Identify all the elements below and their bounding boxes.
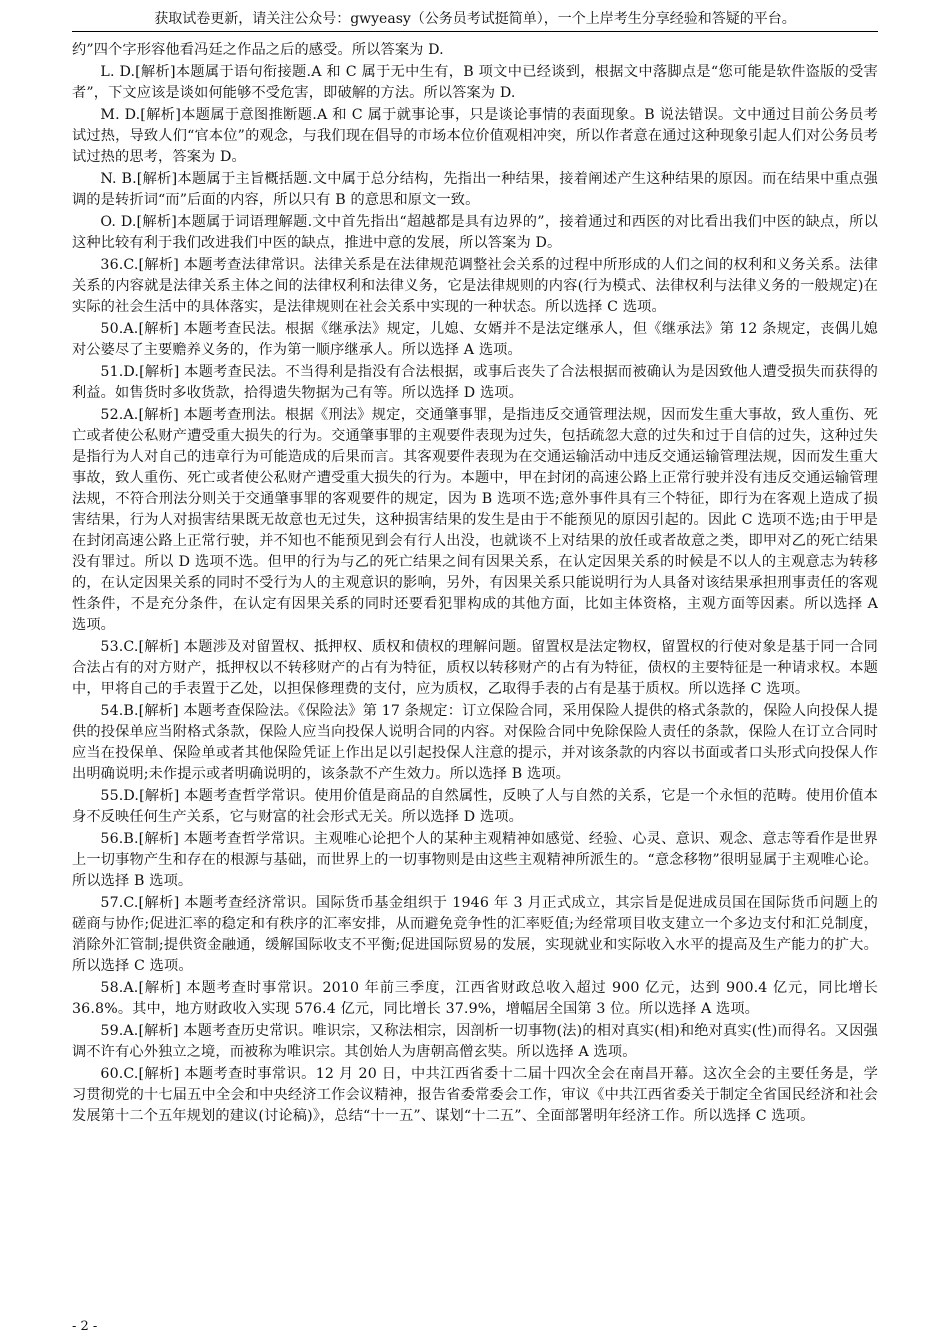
answer-55: 55.D.[解析] 本题考查哲学常识。使用价值是商品的自然属性，反映了人与自然的关系，它是一个永恒的范畴。使用价值本身不反映任何生产关系，它与财富的社会形式无关。所以选择 D 选项。 [72, 788, 878, 825]
answer-l: L. D.[解析]本题属于语句衔接题.A 和 C 属于无中生有，B 项文中已经谈到，根据文中落脚点是“您可能是软件盗版的受害者”，下文应该是谈如何能够不受危害，即破解的方法。所以答案为 D. [72, 64, 878, 101]
answer-51: 51.D.[解析] 本题考查民法。不当得利是指没有合法根据，或事后丧失了合法根据而被确认为是因致他人遭受损失而获得的利益。如售货时多收货款，拾得遗失物据为己有等。所以选择 D 选项。 [72, 364, 878, 401]
paragraph-continuation: 约”四个字形容他看冯廷之作品之后的感受。所以答案为 D. [72, 42, 444, 58]
answer-52: 52.A.[解析] 本题考查刑法。根据《刑法》规定，交通肇事罪，是指违反交通管理法规，因而发生重大事故，致人重伤、死亡或者使公私财产遭受重大损失的行为。交通肇事罪的主观要件表现为过失，包括疏忽大意的过失和过于自信的过失，这种过失是指行为人对自己的违章行为可能造成的后果而言。其客观要件表现为在交通运输活动中违反交通运输管理法规，因而发生重大事故，致人重伤、死亡或者使公私财产遭受重大损失的行为。本题中，甲在封闭的高速公路上正常行驶并没有违反交通运输管理法规，不符合刑法分则关于交通肇事罪的客观要件的规定，因为 B 选项不选;意外事件具有三个特征，即行为在客观上造成了损害结果，行为人对损害结果既无故意也无过失，这种损害结果的发生是由于不能预见的原因引起的。因此 C 选项不选;由于甲是在封闭高速公路上正常行驶，并不知也不能预见到会有行人出没，也就谈不上对结果的放任或者故意之类，即甲对乙的死亡结果没有罪过。所以 D 选项不选。但甲的行为与乙的死亡结果之间有因果关系，在认定因果关系的时候是不以人的主观意志为转移的，在认定因果关系的同时不受行为人的主观意识的影响，另外，有因果关系只能说明行为人具备对该结果承担刑事责任的客观性条件，不是充分条件，在认定有因果关系的同时还要看犯罪构成的其他方面，比如主体资格，主观方面等因素。所以选择 A 选项。 [72, 407, 878, 633]
document-body [72, 40, 878, 1128]
answer-57: 57.C.[解析] 本题考查经济常识。国际货币基金组织于 1946 年 3 月正式成立，其宗旨是促进成员国在国际货币问题上的磋商与协作;促进汇率的稳定和有秩序的汇率安排，从而避免竞争性的汇率贬值;为经常项目收支建立一个多边支付和汇兑制度，消除外汇管制;提供资金融通，缓解国际收支不平衡;促进国际贸易的发展，实现就业和实际收入水平的提高及生产能力的扩大。所以选择 C 选项。 [72, 895, 878, 974]
answer-o: O. D.[解析]本题属于词语理解题.文中首先指出“超越都是具有边界的”，接着通过和西医的对比看出我们中医的缺点，所以这种比较有利于我们改进我们中医的缺点，推进中意的发展，所以答案为 D。 [72, 214, 878, 251]
answer-n: N. B.[解析]本题属于主旨概括题.文中属于总分结构，先指出一种结果，接着阐述产生这种结果的原因。而在结果中重点强调的是转折词“而”后面的内容，所以只有 B 的意思和原文一致。 [72, 171, 878, 208]
answer-53: 53.C.[解析] 本题涉及对留置权、抵押权、质权和债权的理解问题。留置权是法定物权，留置权的行使对象是基于同一合同合法占有的对方财产，抵押权以不转移财产的占有为特征，质权以转移财产的占有为特征，债权的主要特征是一种请求权。本题中，甲将自己的手表置于乙处，以担保修理费的支付，应为质权，乙取得手表的占有是基于质权。所以选择 C 选项。 [72, 639, 878, 697]
answer-58: 58.A.[解析] 本题考查时事常识。2010 年前三季度，江西省财政总收入超过 900 亿元，达到 900.4 亿元，同比增长 36.8%。其中，地方财政收入实现 576.4 亿元，同比增长 37.9%，增幅居全国第 3 位。所以选择 A 选项。 [72, 980, 878, 1017]
answer-56: 56.B.[解析] 本题考查哲学常识。主观唯心论把个人的某种主观精神如感觉、经验、心灵、意识、观念、意志等看作是世界上一切事物产生和存在的根源与基础，而世界上的一切事物则是由这些主观精神所派生的。“意念移物”很明显属于主观唯心论。所以选择 B 选项。 [72, 831, 878, 889]
answer-50: 50.A.[解析] 本题考查民法。根据《继承法》规定，儿媳、女婿并不是法定继承人，但《继承法》第 12 条规定，丧偶儿媳对公婆尽了主要赡养义务的，作为第一顺序继承人。所以选择 A 选项。 [72, 321, 878, 358]
answer-54: 54.B.[解析] 本题考查保险法。《保险法》第 17 条规定：订立保险合同，采用保险人提供的格式条款的，保险人向投保人提供的投保单应当附格式条款，保险人应当向投保人说明合同的内容。对保险合同中免除保险人责任的条款，保险人在订立合同时应当在投保单、保险单或者其他保险凭证上作出足以引起投保人注意的提示，并对该条款的内容以书面或者口头形式向投保人作出明确说明;未作提示或者明确说明的，该条款不产生效力。所以选择 B 选项。 [72, 703, 878, 782]
answer-59: 59.A.[解析] 本题考查历史常识。唯识宗，又称法相宗，因剖析一切事物(法)的相对真实(相)和绝对真实(性)而得名。又因强调不许有心外独立之境，而被称为唯识宗。其创始人为唐朝高僧玄奘。所以选择 A 选项。 [72, 1023, 878, 1060]
header-divider [72, 31, 878, 32]
answer-60: 60.C.[解析] 本题考查时事常识。12 月 20 日，中共江西省委十二届十四次全会在南昌开幕。这次全会的主要任务是，学习贯彻党的十七届五中全会和中央经济工作会议精神，报告省委常委会工作，审议《中共江西省委关于制定全省国民经济和社会发展第十二个五年规划的建议(讨论稿)》，总结“十一五”、谋划“十二五”、全面部署明年经济工作。所以选择 C 选项。 [72, 1066, 878, 1124]
answer-36: 36.C.[解析] 本题考查法律常识。法律关系是在法律规范调整社会关系的过程中所形成的人们之间的权利和义务关系。法律关系的内容就是法律关系主体之间的法律权利和法律义务，它是法律规则的内容(行为模式、法律权利与法律义务的一般规定)在实际的社会生活中的具体落实，是法律规则在社会关系中实现的一种状态。所以选择 C 选项。 [72, 257, 878, 315]
answer-m: M. D.[解析]本题属于意图推断题.A 和 C 属于就事论事，只是谈论事情的表面现象。B 说法错误。文中通过目前公务员考试过热，导致人们“官本位”的观念，与我们现在倡导的市场本位价值观相冲突，所以作者意在通过这种现象引起人们对公务员考试过热的思考，答案为 D。 [72, 107, 878, 165]
page-header: 获取试卷更新，请关注公众号：gwyeasy（公务员考试挺简单），一个上岸考生分享经验和答疑的平台。 [154, 11, 796, 27]
page-number: - 2 - [72, 1319, 98, 1334]
